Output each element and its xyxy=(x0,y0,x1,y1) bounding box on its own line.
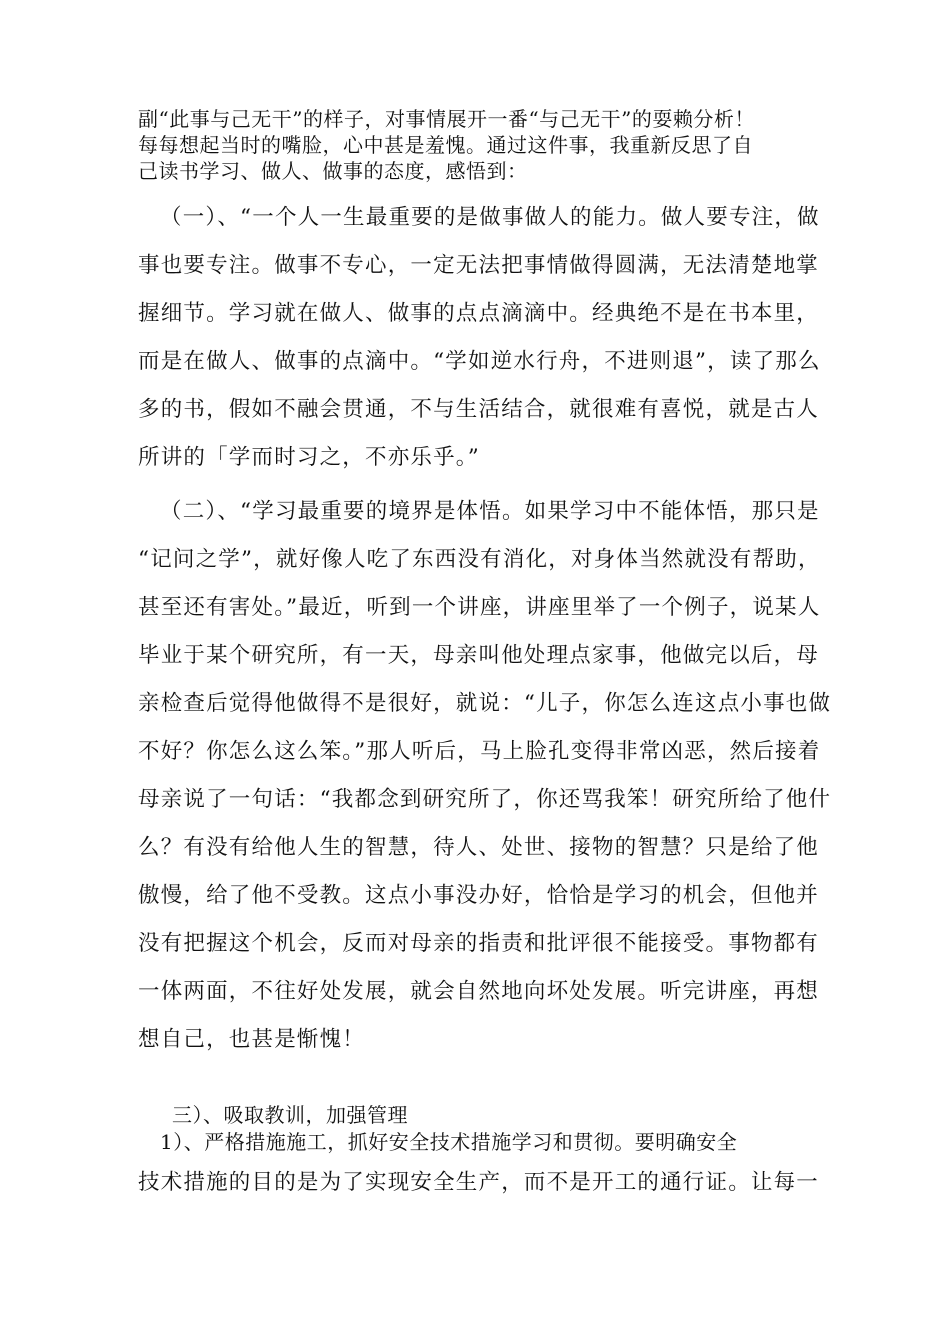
section2-line-11: 一体两面，不往好处发展，就会自然地向坏处发展。听完讲座，再想 xyxy=(138,979,820,1004)
section2-line-6: 不好？你怎么这么笨。”那人听后，马上脸孔变得非常凶恶，然后接着 xyxy=(138,739,821,764)
section1-line-5: 多的书，假如不融会贯通，不与生活结合，就很难有喜悦，就是古人 xyxy=(138,397,820,422)
section3-line-2: 技术措施的目的是为了实现安全生产，而不是开工的通行证。让每一 xyxy=(138,1170,820,1195)
section2-line-5: 亲检查后觉得他做得不是很好，就说：“儿子，你怎么连这点小事也做 xyxy=(138,691,832,716)
section2-line-12: 想自己，也甚是惭愧！ xyxy=(138,1027,366,1052)
section2-line-9: 傲慢，给了他不受教。这点小事没办好，恰恰是学习的机会，但他并 xyxy=(138,883,820,908)
intro-line-2: 每每想起当时的嘴脸，心中甚是羞愧。通过这件事，我重新反思了自 xyxy=(138,133,753,157)
section2-line-10: 没有把握这个机会，反而对母亲的指责和批评很不能接受。事物都有 xyxy=(138,931,820,956)
section2-line-2: “记问之学”，就好像人吃了东西没有消化，对身体当然就没有帮助， xyxy=(138,547,821,572)
section1-line-1: （一）、“一个人一生最重要的是做事做人的能力。做人要专注，做 xyxy=(160,205,820,230)
section1-line-2: 事也要专注。做事不专心，一定无法把事情做得圆满，无法清楚地掌 xyxy=(138,253,820,278)
section2-line-1: （二）、“学习最重要的境界是体悟。如果学习中不能体悟，那只是 xyxy=(160,499,820,524)
section2-line-7: 母亲说了一句话：“我都念到研究所了，你还骂我笨！研究所给了他什 xyxy=(138,787,832,812)
section1-line-4: 而是在做人、做事的点滴中。“学如逆水行舟，不进则退”，读了那么 xyxy=(138,349,821,374)
section3-heading: 三）、吸取教训，加强管理 xyxy=(172,1103,408,1127)
section2-line-4: 毕业于某个研究所，有一天，母亲叫他处理点家事，他做完以后，母 xyxy=(138,643,820,668)
section1-line-3: 握细节。学习就在做人、做事的点点滴滴中。经典绝不是在书本里， xyxy=(138,301,820,326)
section3-line-1: 1）、严格措施施工，抓好安全技术措施学习和贯彻。要明确安全 xyxy=(160,1130,738,1154)
intro-line-3: 己读书学习、做人、做事的态度，感悟到： xyxy=(138,159,528,183)
section2-line-8: 么？有没有给他人生的智慧，待人、处世、接物的智慧？只是给了他 xyxy=(138,835,820,860)
section2-line-3: 甚至还有害处。”最近，听到一个讲座，讲座里举了一个例子，说某人 xyxy=(138,595,821,620)
intro-line-1: 副“此事与己无干”的样子，对事情展开一番“与己无干”的耍赖分析！ xyxy=(138,107,755,131)
section1-line-6: 所讲的「学而时习之，不亦乐乎。” xyxy=(138,445,480,470)
